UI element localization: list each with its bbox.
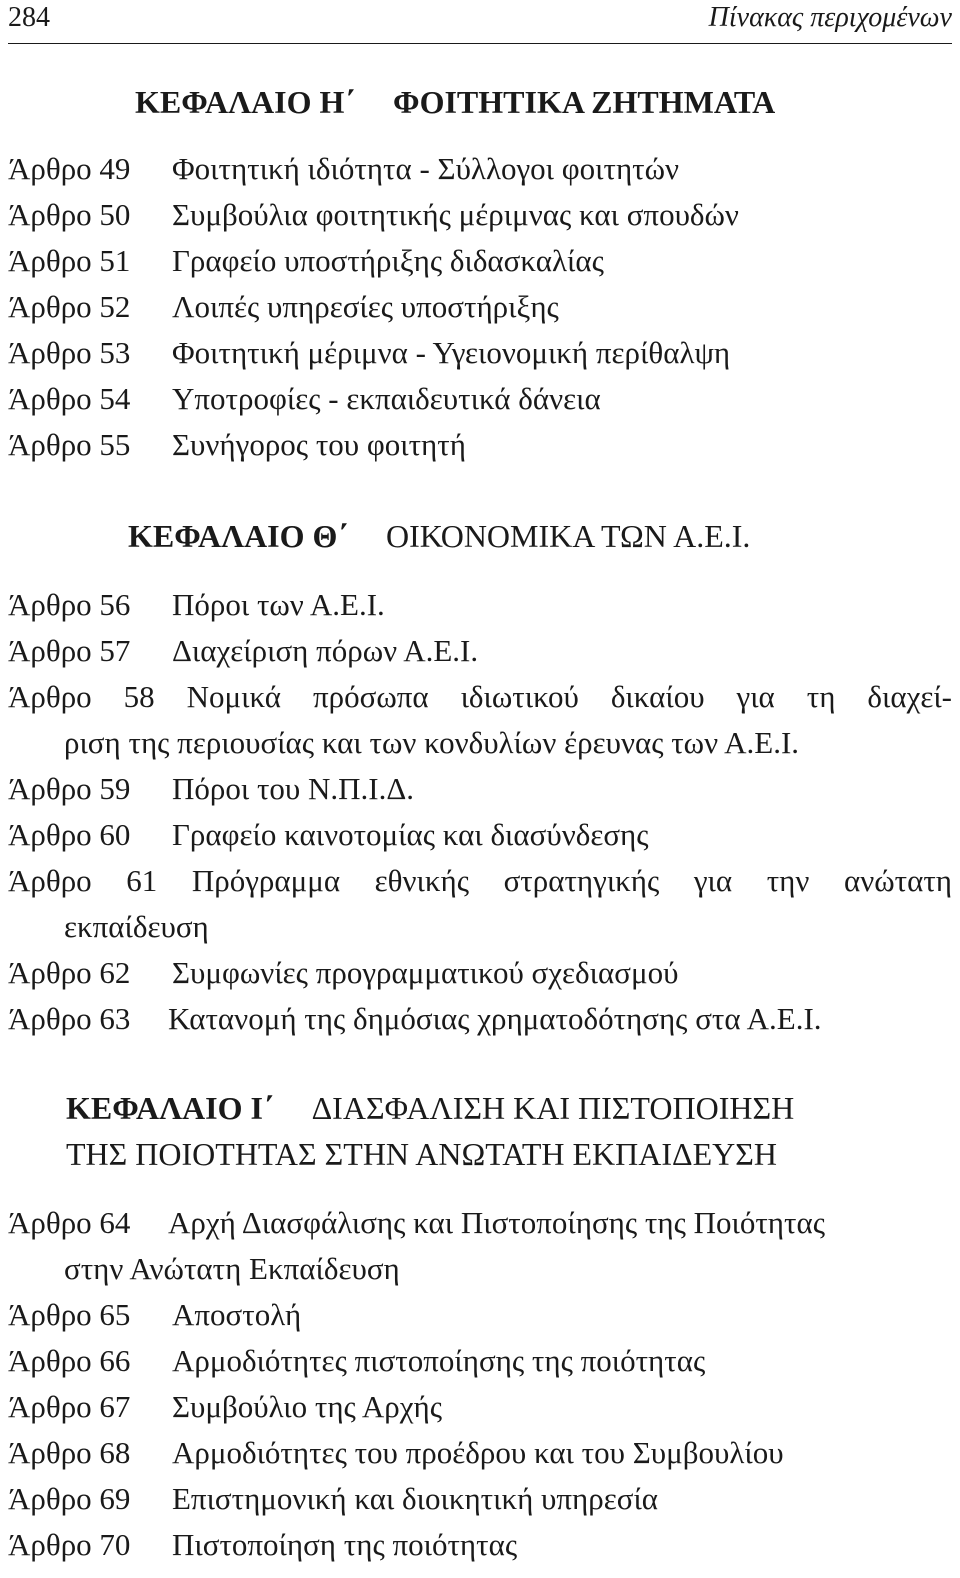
toc-entry[interactable] [8,380,601,418]
toc-entry[interactable] [8,678,952,716]
article-title: Αποστολή [172,1297,302,1332]
chapter-title: ΦΟΙΤΗΤΙΚΑ ΖΗΤΗΜΑΤΑ [393,84,776,120]
article-number: Άρθρο 60 [8,817,131,852]
article-number: Άρθρο 59 [8,771,131,806]
toc-entry[interactable] [8,1342,705,1380]
article-title: Κατανομή της δημόσιας χρηματοδότησης στα Α.Ε.Ι. [168,1001,822,1036]
page-number: 284 [8,2,50,33]
toc-entry-continuation [64,1250,400,1288]
chapter-heading [135,84,775,121]
chapter-title: ΟΙΚΟΝΟΜΙΚΑ ΤΩΝ Α.Ε.Ι. [386,518,751,554]
article-title-line2: εκπαίδευση [64,909,209,944]
article-number: Άρθρο 54 [8,381,131,416]
toc-entry[interactable] [8,862,952,900]
toc-entry[interactable] [8,1480,658,1518]
chapter-heading [66,1090,794,1127]
article-number: Άρθρο 62 [8,955,131,990]
article-number: Άρθρο 69 [8,1481,131,1516]
article-title-line1: Πρόγραμμα εθνικής στρατηγικής για την ανώτατη [191,863,952,898]
article-title: Λοιπές υπηρεσίες υποστήριξης [172,289,559,324]
toc-entry[interactable] [8,632,478,670]
article-number: Άρθρο 70 [8,1527,131,1562]
toc-entry[interactable] [8,334,730,372]
chapter-heading [128,518,750,555]
toc-entry[interactable] [8,1526,517,1564]
article-title: Φοιτητική ιδιότητα - Σύλλογοι φοιτητών [172,151,680,186]
article-number: Άρθρο 64 [8,1205,131,1240]
article-number: Άρθρο 55 [8,427,131,462]
toc-entry[interactable] [8,1204,825,1242]
article-title: Γραφείο καινοτομίας και διασύνδεσης [172,817,649,852]
article-title: Πιστοποίηση της ποιότητας [172,1527,518,1562]
chapter-label: ΚΕΦΑΛΑΙΟ Θ΄ [128,518,349,554]
running-title: Πίνακας περιχομένων [708,2,952,33]
toc-entry[interactable] [8,1296,301,1334]
article-number: Άρθρο 61 [8,863,158,898]
article-number: Άρθρο 65 [8,1297,131,1332]
article-title: Πόροι των Α.Ε.Ι. [172,587,385,622]
article-title: Επιστημονική και διοικητική υπηρεσία [172,1481,659,1516]
toc-entry-continuation [64,908,209,946]
article-title-line1: Αρχή Διασφάλισης και Πιστοποίησης της Ποιότητας [168,1205,825,1240]
article-title: Υποτροφίες - εκπαιδευτικά δάνεια [172,381,601,416]
article-number: Άρθρο 57 [8,633,131,668]
article-title: Γραφείο υποστήριξης διδασκαλίας [172,243,604,278]
chapter-label: ΚΕΦΑΛΑΙΟ Η΄ [135,84,356,120]
article-number: Άρθρο 51 [8,243,131,278]
article-number: Άρθρο 56 [8,587,131,622]
article-title: Συμφωνίες προγραμματικού σχεδιασμού [172,955,679,990]
toc-entry[interactable] [8,150,679,188]
article-title: Αρμοδιότητες του προέδρου και του Συμβουλίου [172,1435,784,1470]
article-title-line2: στην Ανώτατη Εκπαίδευση [64,1251,400,1286]
toc-entry[interactable] [8,586,385,624]
toc-entry[interactable] [8,242,604,280]
article-number: Άρθρο 50 [8,197,131,232]
article-number: Άρθρο 52 [8,289,131,324]
page-header [8,0,952,44]
article-number: Άρθρο 53 [8,335,131,370]
article-title: Πόροι του Ν.Π.Ι.Δ. [172,771,415,806]
article-number: Άρθρο 58 [8,679,155,714]
article-number: Άρθρο 49 [8,151,131,186]
article-title: Διαχείριση πόρων Α.Ε.Ι. [172,633,479,668]
toc-entry[interactable] [8,426,466,464]
chapter-label: ΚΕΦΑΛΑΙΟ Ι΄ [66,1090,274,1126]
article-title: Συμβούλια φοιτητικής μέριμνας και σπουδών [172,197,739,232]
toc-entry-continuation [64,724,799,762]
toc-entry[interactable] [8,1434,784,1472]
chapter-title-line2: ΤΗΣ ΠΟΙΟΤΗΤΑΣ ΣΤΗΝ ΑΝΩΤΑΤΗ ΕΚΠΑΙΔΕΥΣΗ [66,1136,777,1172]
toc-entry[interactable] [8,196,739,234]
article-title-line2: ριση της περιουσίας και των κονδυλίων έρευνας των Α.Ε.Ι. [64,725,800,760]
article-number: Άρθρο 63 [8,1001,131,1036]
toc-entry[interactable] [8,816,649,854]
article-title: Συνήγορος του φοιτητή [172,427,466,462]
toc-entry[interactable] [8,1000,822,1038]
article-number: Άρθρο 67 [8,1389,131,1424]
chapter-title-line1: ΔΙΑΣΦΑΛΙΣΗ ΚΑΙ ΠΙΣΤΟΠΟΙΗΣΗ [311,1090,795,1126]
toc-entry[interactable] [8,1388,442,1426]
article-title: Φοιτητική μέριμνα - Υγειονομική περίθαλψη [172,335,731,370]
article-title: Αρμοδιότητες πιστοποίησης της ποιότητας [172,1343,706,1378]
toc-entry[interactable] [8,288,559,326]
article-number: Άρθρο 66 [8,1343,131,1378]
article-title-line1: Νομικά πρόσωπα ιδιωτικού δικαίου για τη διαχεί- [186,679,953,714]
toc-entry[interactable] [8,770,414,808]
article-title: Συμβούλιο της Αρχής [172,1389,442,1424]
toc-entry[interactable] [8,954,678,992]
article-number: Άρθρο 68 [8,1435,131,1470]
chapter-heading-continuation [66,1136,777,1173]
